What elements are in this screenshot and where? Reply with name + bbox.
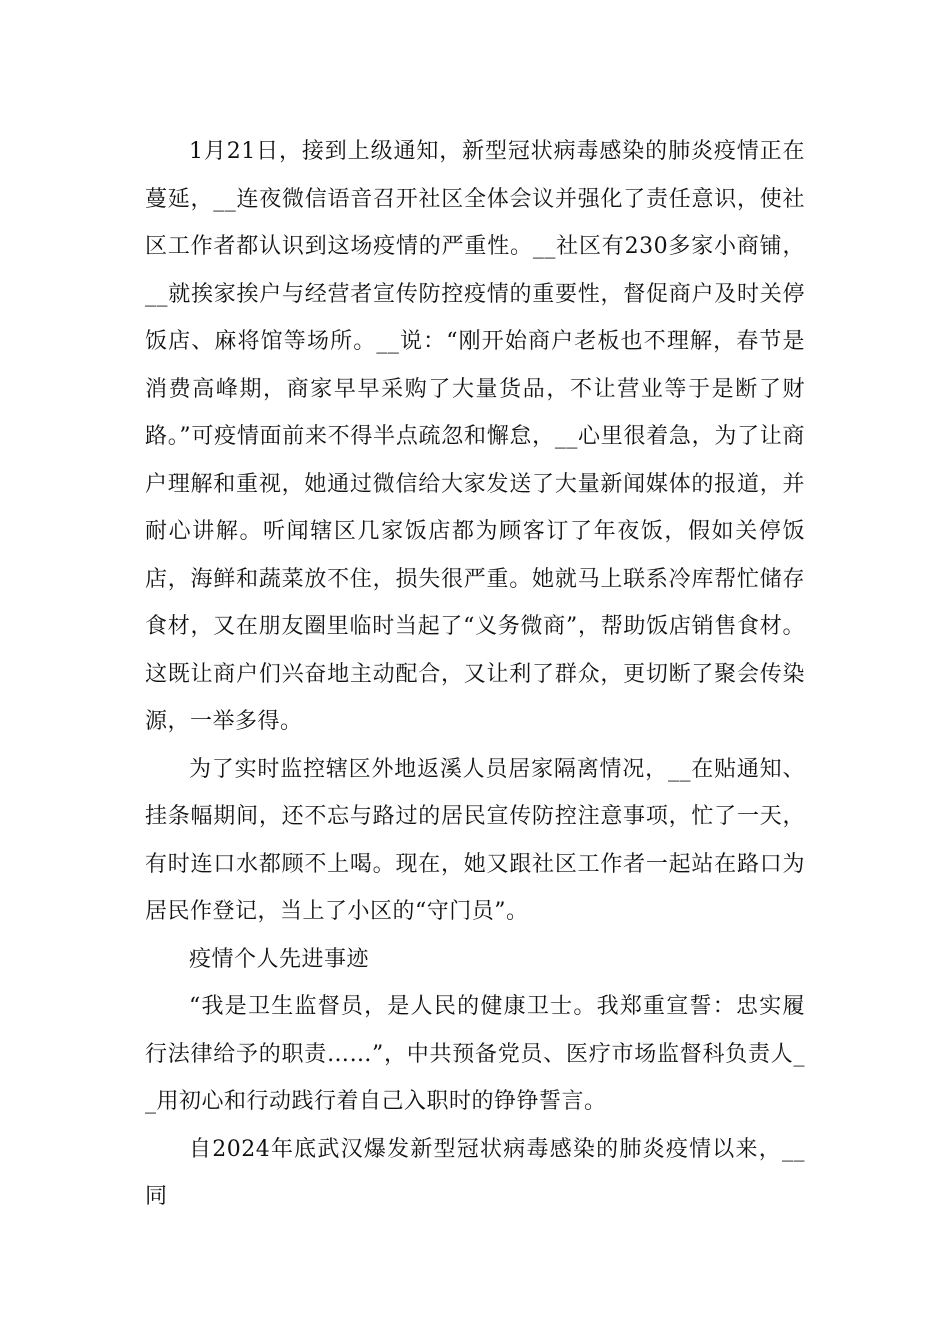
paragraph-3: “我是卫生监督员，是人民的健康卫士。我郑重宣誓：忠实履行法律给予的职责……”，中共预备党员、医疗市场监督科负责人__用初心和行动践行着自己入职时的铮铮誓言。 [145,994,805,1114]
section-heading: 疫情个人先进事迹 [189,946,370,972]
paragraph-4: 自2024年底武汉爆发新型冠状病毒感染的肺炎疫情以来，__同 [145,1136,805,1209]
document-body [145,128,805,1221]
paragraph-2: 为了实时监控辖区外地返溪人员居家隔离情况，__在贴通知、挂条幅期间，还不忘与路过的居民宣传防控注意事项，忙了一天，有时连口水都顾不上喝。现在，她又跟社区工作者一起站在路口为居民作登记，当上了小区的“守门员”。 [145,756,805,924]
paragraph-1: 1月21日，接到上级通知，新型冠状病毒感染的肺炎疫情正在蔓延，__连夜微信语音召开社区全体会议并强化了责任意识，使社区工作者都认识到这场疫情的严重性。__社区有230多家小商铺，__就挨家挨户与经营者宣传防控疫情的重要性，督促商户及时关停饭店、麻将馆等场所。__说：“刚开始商户老板也不理解，春节是消费高峰期，商家早早采购了大量货品，不让营业等于是断了财路。”可疫情面前来不得半点疏忽和懈怠，__心里很着急，为了让商户理解和重视，她通过微信给大家发送了大量新闻媒体的报道，并耐心讲解。听闻辖区几家饭店都为顾客订了年夜饭，假如关停饭店，海鲜和蔬菜放不住，损失很严重。她就马上联系冷库帮忙储存食材，又在朋友圈里临时当起了“义务微商”，帮助饭店销售食材。这既让商户们兴奋地主动配合，又让利了群众，更切断了聚会传染源，一举多得。 [145,139,805,734]
